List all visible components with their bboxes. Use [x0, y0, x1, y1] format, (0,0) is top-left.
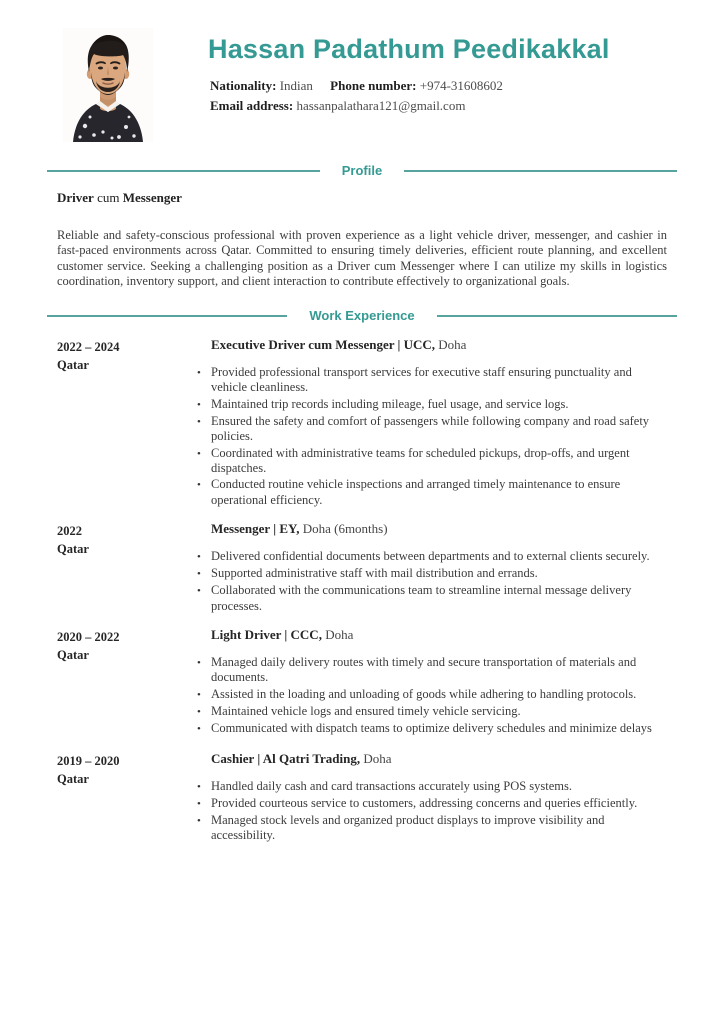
- profile-section-title: Profile: [341, 163, 383, 178]
- bullet-marker: •: [197, 585, 201, 598]
- contact-line-2: [210, 96, 503, 116]
- entry-bullet-item: [197, 549, 667, 565]
- entry-bullet-item: [197, 655, 667, 686]
- entry-title-city: Doha: [438, 337, 467, 353]
- entry-title-city: Doha: [363, 750, 392, 766]
- profile-section-header: [47, 163, 677, 178]
- bullet-text: Conducted routine vehicle inspections and arranged timely maintenance to ensure operational efficiency.: [211, 477, 621, 507]
- entry-title-role: Executive Driver cum Messenger | UCC,: [211, 337, 436, 353]
- section-divider-line: [47, 170, 320, 172]
- entry-location: Qatar: [57, 771, 89, 786]
- bullet-marker: •: [197, 550, 201, 563]
- entry-dates: 2022 – 2024: [57, 340, 120, 355]
- email-label: Email address:: [210, 98, 294, 113]
- entry-bullet-item: [197, 796, 667, 812]
- entry-bullet-list: [197, 655, 667, 737]
- entry-title: [197, 751, 667, 767]
- entry-bullet-item: [197, 446, 667, 477]
- entry-date-column: [57, 627, 197, 738]
- bullet-text: Communicated with dispatch teams to optimize delivery schedules and minimize delays: [211, 721, 652, 736]
- bullet-marker: •: [197, 657, 201, 670]
- role-part-bold: Messenger: [122, 190, 182, 205]
- entry-bullet-list: [197, 365, 667, 508]
- bullet-marker: •: [197, 447, 201, 460]
- bullet-text: Provided professional transport services for executive staff ensuring punctuality and vehicle cleanliness.: [211, 365, 632, 395]
- bullet-text: Ensured the safety and comfort of passengers while following company and road safety policies.: [211, 414, 650, 444]
- bullet-marker: •: [197, 416, 201, 429]
- work-section-title: Work Experience: [309, 308, 415, 324]
- bullet-marker: •: [197, 780, 201, 793]
- bullet-text: Maintained vehicle logs and ensured timely vehicle servicing.: [211, 703, 521, 718]
- bullet-text: Assisted in the loading and unloading of goods while adhering to handling protocols.: [211, 686, 637, 701]
- bullet-text: Coordinated with administrative teams for scheduled pickups, drop-offs, and urgent dispatches.: [211, 445, 630, 475]
- portrait-illustration: [63, 28, 153, 142]
- entry-date-column: [57, 337, 197, 509]
- nationality-label: Nationality:: [210, 78, 277, 93]
- bullet-marker: •: [197, 479, 201, 492]
- bullet-text: Collaborated with the communications team to streamline internal message delivery processes.: [211, 583, 632, 613]
- bullet-text: Supported administrative staff with mail distribution and errands.: [211, 566, 538, 581]
- entry-bullet-list: [197, 779, 667, 844]
- bullet-text: Handled daily cash and card transactions accurately using POS systems.: [211, 778, 573, 793]
- bullet-marker: •: [197, 688, 201, 701]
- work-entry: [57, 521, 667, 615]
- entry-title-role: Messenger | EY,: [211, 520, 300, 536]
- entry-bullet-item: [197, 687, 667, 703]
- entry-title: [197, 627, 667, 643]
- section-divider-line: [404, 170, 677, 172]
- entry-bullet-item: [197, 414, 667, 445]
- contact-line-1: [210, 76, 503, 96]
- entry-title-city: Doha (6months): [302, 520, 388, 536]
- phone-label: Phone number:: [330, 78, 417, 93]
- role-part-regular: cum: [97, 190, 120, 205]
- work-experience-list: [57, 329, 667, 845]
- entry-detail-column: [197, 337, 667, 509]
- section-divider-line: [47, 315, 287, 317]
- contact-info: [210, 76, 503, 116]
- work-entry: [57, 337, 667, 509]
- entry-detail-column: [197, 751, 667, 845]
- entry-title-role: Light Driver | CCC,: [211, 627, 322, 643]
- bullet-text: Delivered confidential documents between departments and to external clients securely.: [211, 548, 650, 563]
- bullet-marker: •: [197, 398, 201, 411]
- bullet-text: Managed stock levels and organized product displays to improve visibility and accessibility.: [211, 813, 605, 843]
- entry-bullet-item: [197, 583, 667, 614]
- entry-dates: 2020 – 2022: [57, 630, 120, 645]
- entry-title: [197, 521, 667, 537]
- entry-title: [197, 337, 667, 353]
- bullet-marker: •: [197, 367, 201, 380]
- entry-title-city: Doha: [325, 627, 354, 643]
- entry-location: Qatar: [57, 541, 89, 556]
- entry-bullet-item: [197, 813, 667, 844]
- entry-location: Qatar: [57, 358, 89, 373]
- entry-bullet-item: [197, 365, 667, 396]
- bullet-marker: •: [197, 568, 201, 581]
- work-section-header: [47, 308, 677, 323]
- entry-bullet-item: [197, 704, 667, 720]
- resume-header: [0, 0, 724, 163]
- entry-bullet-item: [197, 566, 667, 582]
- work-entry: [57, 627, 667, 738]
- candidate-name: Hassan Padathum Peedikakkal: [208, 34, 610, 64]
- bullet-text: Provided courteous service to customers, addressing concerns and queries efficiently.: [211, 795, 638, 810]
- bullet-marker: •: [197, 705, 201, 718]
- entry-bullet-item: [197, 397, 667, 413]
- entry-location: Qatar: [57, 648, 89, 663]
- phone-value: +974-31608602: [419, 78, 503, 93]
- profile-summary: Reliable and safety-conscious professional with proven experience as a light vehicle driver, messenger, and cashier in fast-paced environments across Qatar. Committed to ensuring timely deliveries, efficient route planning, and excellent customer service. Seeking a challenging position as a Driver cum Messenger where I can utilize my skills in logistics coordination, inventory support, and client interaction to contribute effectively to organizational goals.: [57, 228, 667, 288]
- entry-bullet-list: [197, 549, 667, 614]
- entry-date-column: [57, 751, 197, 845]
- entry-detail-column: [197, 521, 667, 615]
- bullet-marker: •: [197, 723, 201, 736]
- section-divider-line: [437, 315, 677, 317]
- entry-dates: 2019 – 2020: [57, 753, 120, 768]
- entry-bullet-item: [197, 779, 667, 795]
- work-entry: [57, 751, 667, 845]
- bullet-marker: •: [197, 797, 201, 810]
- bullet-text: Maintained trip records including mileage, fuel usage, and service logs.: [211, 396, 569, 411]
- email-value: hassanpalathara121@gmail.com: [296, 98, 466, 113]
- profile-role-title: [57, 190, 667, 206]
- entry-date-column: [57, 521, 197, 615]
- bullet-text: Managed daily delivery routes with timely and secure transportation of materials and documents.: [211, 655, 637, 685]
- entry-bullet-item: [197, 477, 667, 508]
- role-part-bold: Driver: [57, 190, 94, 205]
- profile-photo: [63, 28, 153, 142]
- entry-dates: 2022: [57, 523, 82, 538]
- entry-title-role: Cashier | Al Qatri Trading,: [211, 750, 361, 766]
- bullet-marker: •: [197, 815, 201, 828]
- entry-detail-column: [197, 627, 667, 738]
- entry-bullet-item: [197, 721, 667, 737]
- nationality-value: Indian: [279, 78, 313, 93]
